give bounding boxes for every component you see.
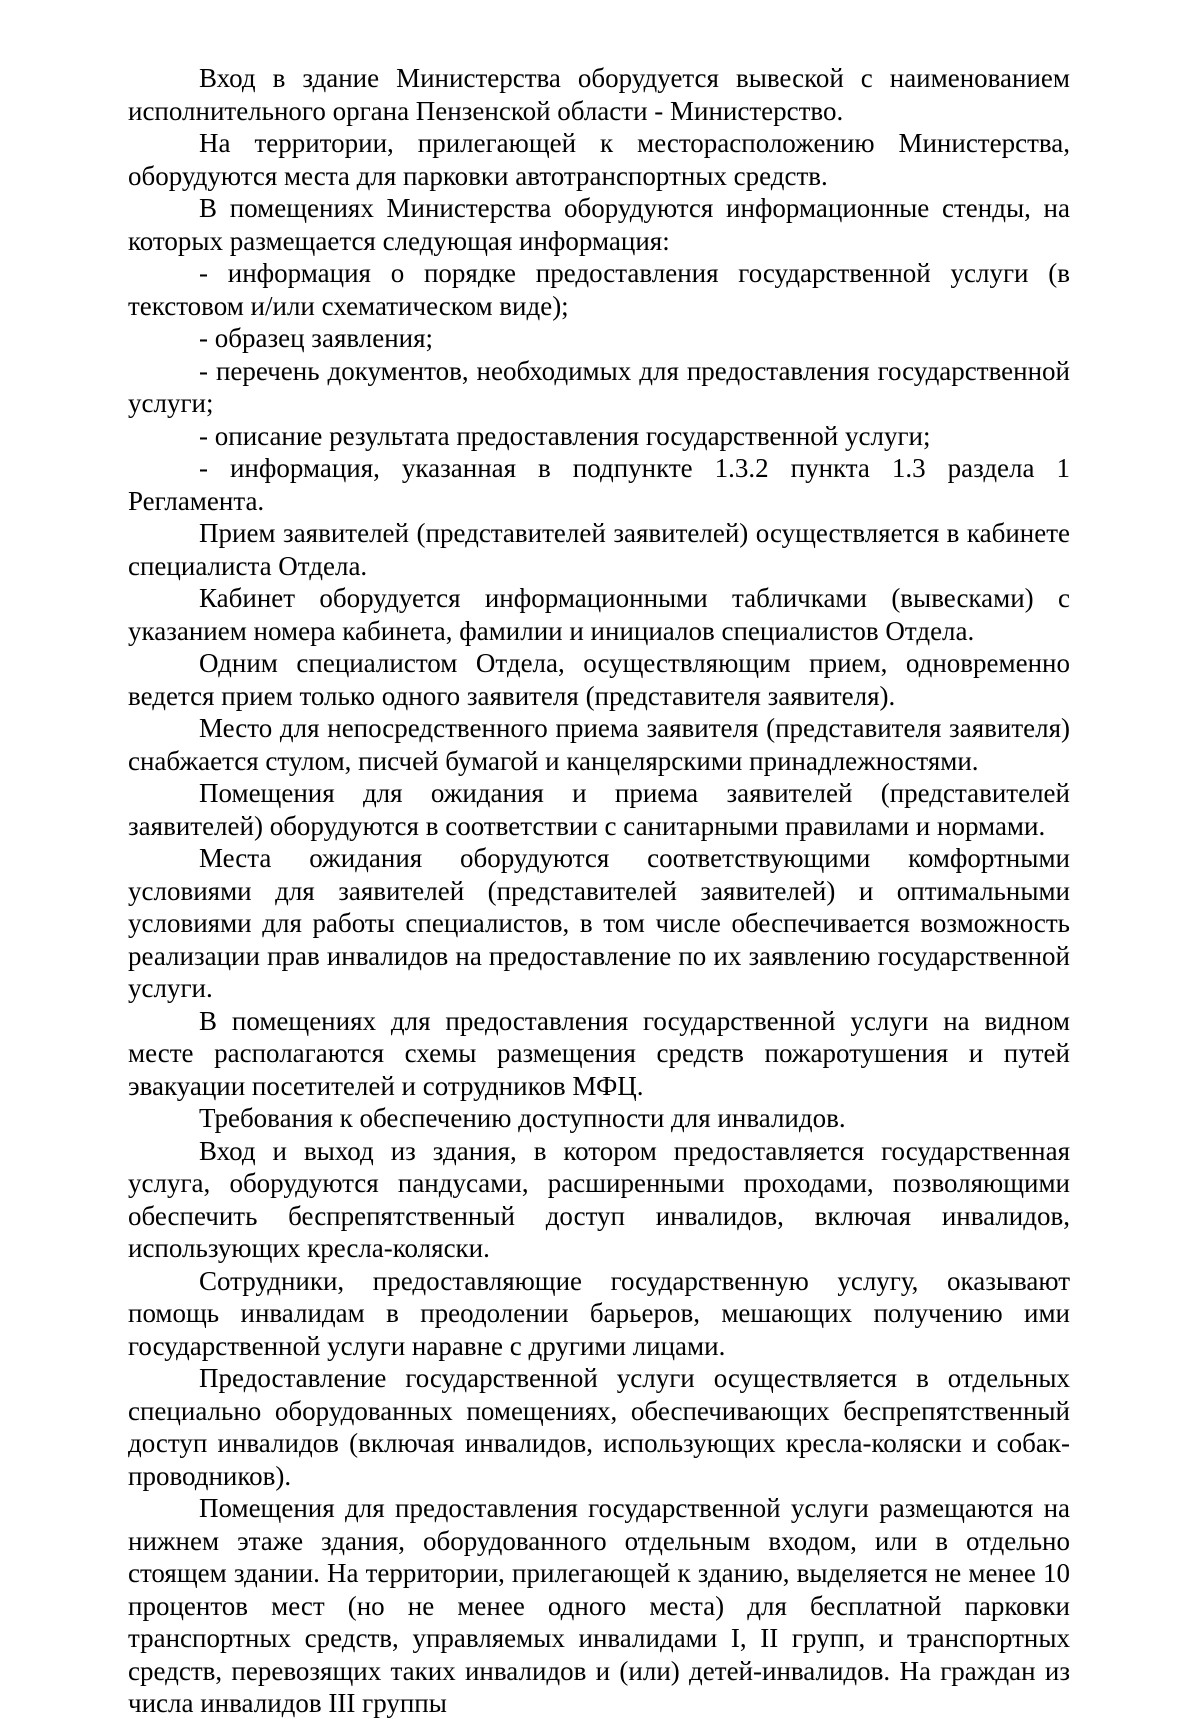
list-item-documents-list: - перечень документов, необходимых для предоставления государственной услуги;	[128, 355, 1070, 418]
list-item-regulation-reference: - информация, указанная в подпункте 1.3.2 пункта 1.3 раздела 1 Регламента.	[128, 453, 1070, 516]
paragraph-parking: На территории, прилегающей к месторасположению Министерства, оборудуются места для парковки автотранспортных средств.	[128, 128, 1070, 191]
paragraph-info-stands: В помещениях Министерства оборудуются информационные стенды, на которых размещается следующая информация:	[128, 193, 1070, 256]
paragraph-reception-office: Прием заявителей (представителей заявителей) осуществляется в кабинете специалиста Отдела.	[128, 518, 1070, 581]
paragraph-ground-floor-parking: Помещения для предоставления государственной услуги размещаются на нижнем этаже здания, оборудованного отдельным входом, или в отдельно стоящем здании. На территории, прилегающей к зданию, выделяется не менее 10 процентов мест (но не менее одного места) для бесплатной парковки транспортных средств, управляемых инвалидами I, II групп, и транспортных средств, перевозящих таких инвалидов и (или) детей-инвалидов. На граждан из числа инвалидов III группы	[128, 1493, 1070, 1718]
list-item-result-description: - описание результата предоставления государственной услуги;	[199, 420, 931, 451]
list-item-procedure-info: - информация о порядке предоставления государственной услуги (в текстовом и/или схематическом виде);	[128, 258, 1070, 321]
list-item-application-sample: - образец заявления;	[199, 323, 434, 353]
paragraph-reception-place: Место для непосредственного приема заявителя (представителя заявителя) снабжается стулом, писчей бумагой и канцелярскими принадлежностями.	[128, 713, 1070, 776]
paragraph-office-signs: Кабинет оборудуется информационными табличками (вывесками) с указанием номера кабинета, фамилии и инициалов специалистов Отдела.	[128, 583, 1070, 646]
paragraph-waiting-comfort: Места ожидания оборудуются соответствующими комфортными условиями для заявителей (представителей заявителей) и оптимальными условиями для работы специалистов, в том числе обеспечивается возможность реализации прав инвалидов на предоставление по их заявлению государственной услуги.	[128, 843, 1070, 1003]
paragraph-one-applicant: Одним специалистом Отдела, осуществляющим прием, одновременно ведется прием только одного заявителя (представителя заявителя).	[128, 648, 1070, 711]
paragraph-waiting-rooms: Помещения для ожидания и приема заявителей (представителей заявителей) оборудуются в соответствии с санитарными правилами и нормами.	[128, 778, 1070, 841]
paragraph-evacuation-schemes: В помещениях для предоставления государственной услуги на видном месте располагаются схемы размещения средств пожаротушения и путей эвакуации посетителей и сотрудников МФЦ.	[128, 1005, 1070, 1101]
paragraph-ramps: Вход и выход из здания, в котором предоставляется государственная услуга, оборудуются пандусами, расширенными проходами, позволяющими обеспечить беспрепятственный доступ инвалидов, включая инвалидов, использующих кресла-коляски.	[128, 1135, 1070, 1263]
paragraph-accessibility-heading: Требования к обеспечению доступности для инвалидов.	[199, 1103, 846, 1133]
paragraph-staff-assistance: Сотрудники, предоставляющие государственную услугу, оказывают помощь инвалидам в преодолении барьеров, мешающих получению ими государственной услуги наравне с другими лицами.	[128, 1265, 1070, 1361]
paragraph-special-rooms: Предоставление государственной услуги осуществляется в отдельных специально оборудованных помещениях, обеспечивающих беспрепятственный доступ инвалидов (включая инвалидов, использующих кресла-коляски и собак-проводников).	[128, 1363, 1070, 1491]
document-page	[128, 62, 1070, 1720]
paragraph-entrance-sign: Вход в здание Министерства оборудуется вывеской с наименованием исполнительного органа Пензенской области - Министерство.	[128, 63, 1070, 126]
